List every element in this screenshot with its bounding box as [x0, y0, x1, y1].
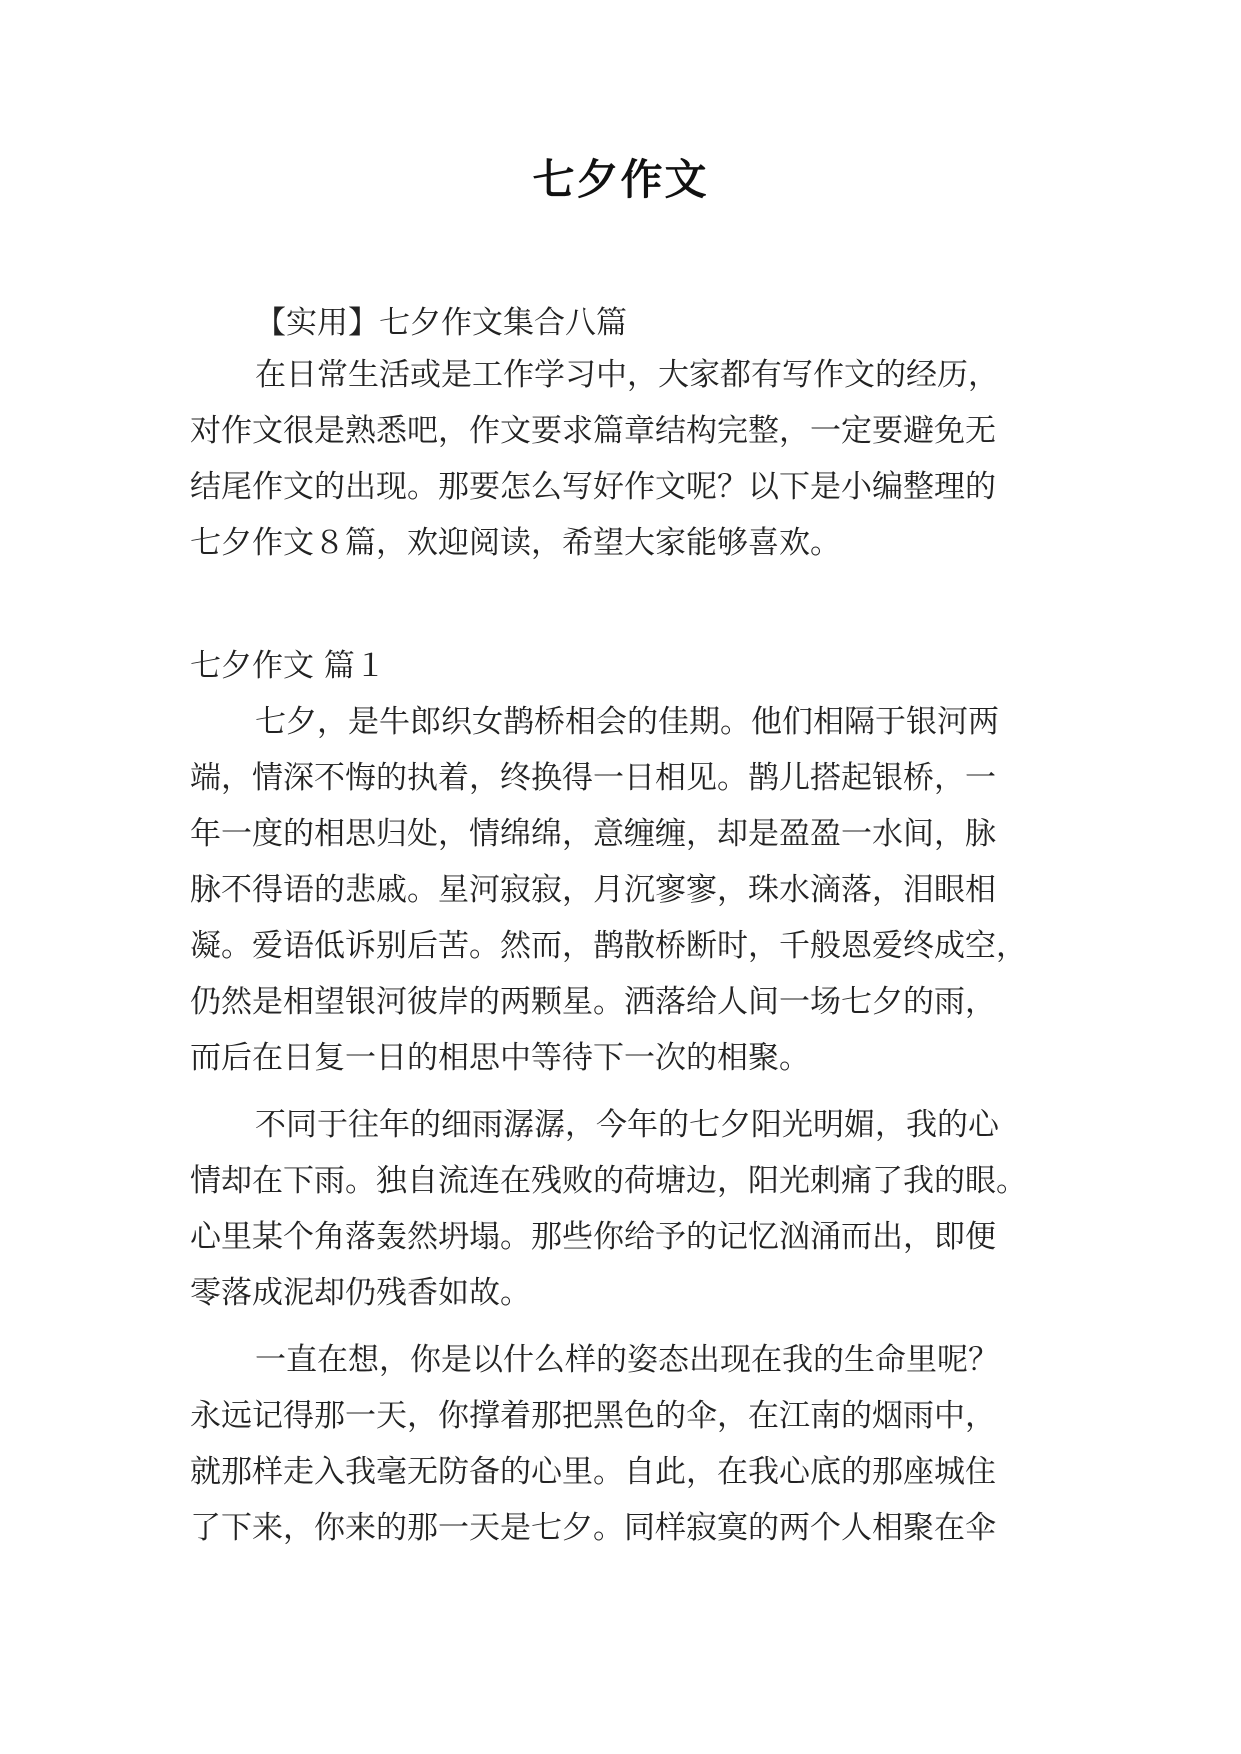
paragraph-line: 脉不得语的悲戚。星河寂寂，月沉寥寥，珠水滴落，泪眼相 [190, 872, 996, 908]
paragraph-line: 情却在下雨。独自流连在残败的荷塘边，阳光刺痛了我的眼。 [190, 1163, 1027, 1199]
intro-line: 对作文很是熟悉吧，作文要求篇章结构完整，一定要避免无 [190, 413, 996, 449]
paragraph-line: 了下来，你来的那一天是七夕。同样寂寞的两个人相聚在伞 [190, 1510, 996, 1546]
paragraph-line: 而后在日复一日的相思中等待下一次的相聚。 [190, 1040, 810, 1076]
paragraph-line: 端，情深不悔的执着，终换得一日相见。鹊儿搭起银桥，一 [190, 760, 996, 796]
section-heading: 七夕作文 篇１ [190, 648, 386, 684]
paragraph-line: 一直在想，你是以什么样的姿态出现在我的生命里呢？ [255, 1342, 999, 1378]
paragraph-line: 不同于往年的细雨潺潺，今年的七夕阳光明媚，我的心 [255, 1107, 999, 1143]
intro-line: 七夕作文８篇，欢迎阅读，希望大家能够喜欢。 [190, 525, 841, 561]
document-subtitle: 【实用】七夕作文集合八篇 [255, 305, 627, 341]
paragraph-line: 零落成泥却仍残香如故。 [190, 1275, 531, 1311]
paragraph-line: 永远记得那一天，你撑着那把黑色的伞，在江南的烟雨中， [190, 1398, 996, 1434]
intro-line: 在日常生活或是工作学习中，大家都有写作文的经历， [255, 357, 999, 393]
paragraph-line: 七夕，是牛郎织女鹊桥相会的佳期。他们相隔于银河两 [255, 704, 999, 740]
document-title: 七夕作文 [532, 155, 709, 204]
intro-line: 结尾作文的出现。那要怎么写好作文呢？以下是小编整理的 [190, 469, 996, 505]
paragraph-line: 年一度的相思归处，情绵绵，意缠缠，却是盈盈一水间，脉 [190, 816, 996, 852]
paragraph-line: 凝。爱语低诉别后苦。然而，鹊散桥断时，千般恩爱终成空， [190, 928, 1027, 964]
paragraph-line: 就那样走入我毫无防备的心里。自此，在我心底的那座城住 [190, 1454, 996, 1490]
paragraph-line: 仍然是相望银河彼岸的两颗星。洒落给人间一场七夕的雨， [190, 984, 996, 1020]
paragraph-line: 心里某个角落轰然坍塌。那些你给予的记忆汹涌而出，即便 [190, 1219, 996, 1255]
